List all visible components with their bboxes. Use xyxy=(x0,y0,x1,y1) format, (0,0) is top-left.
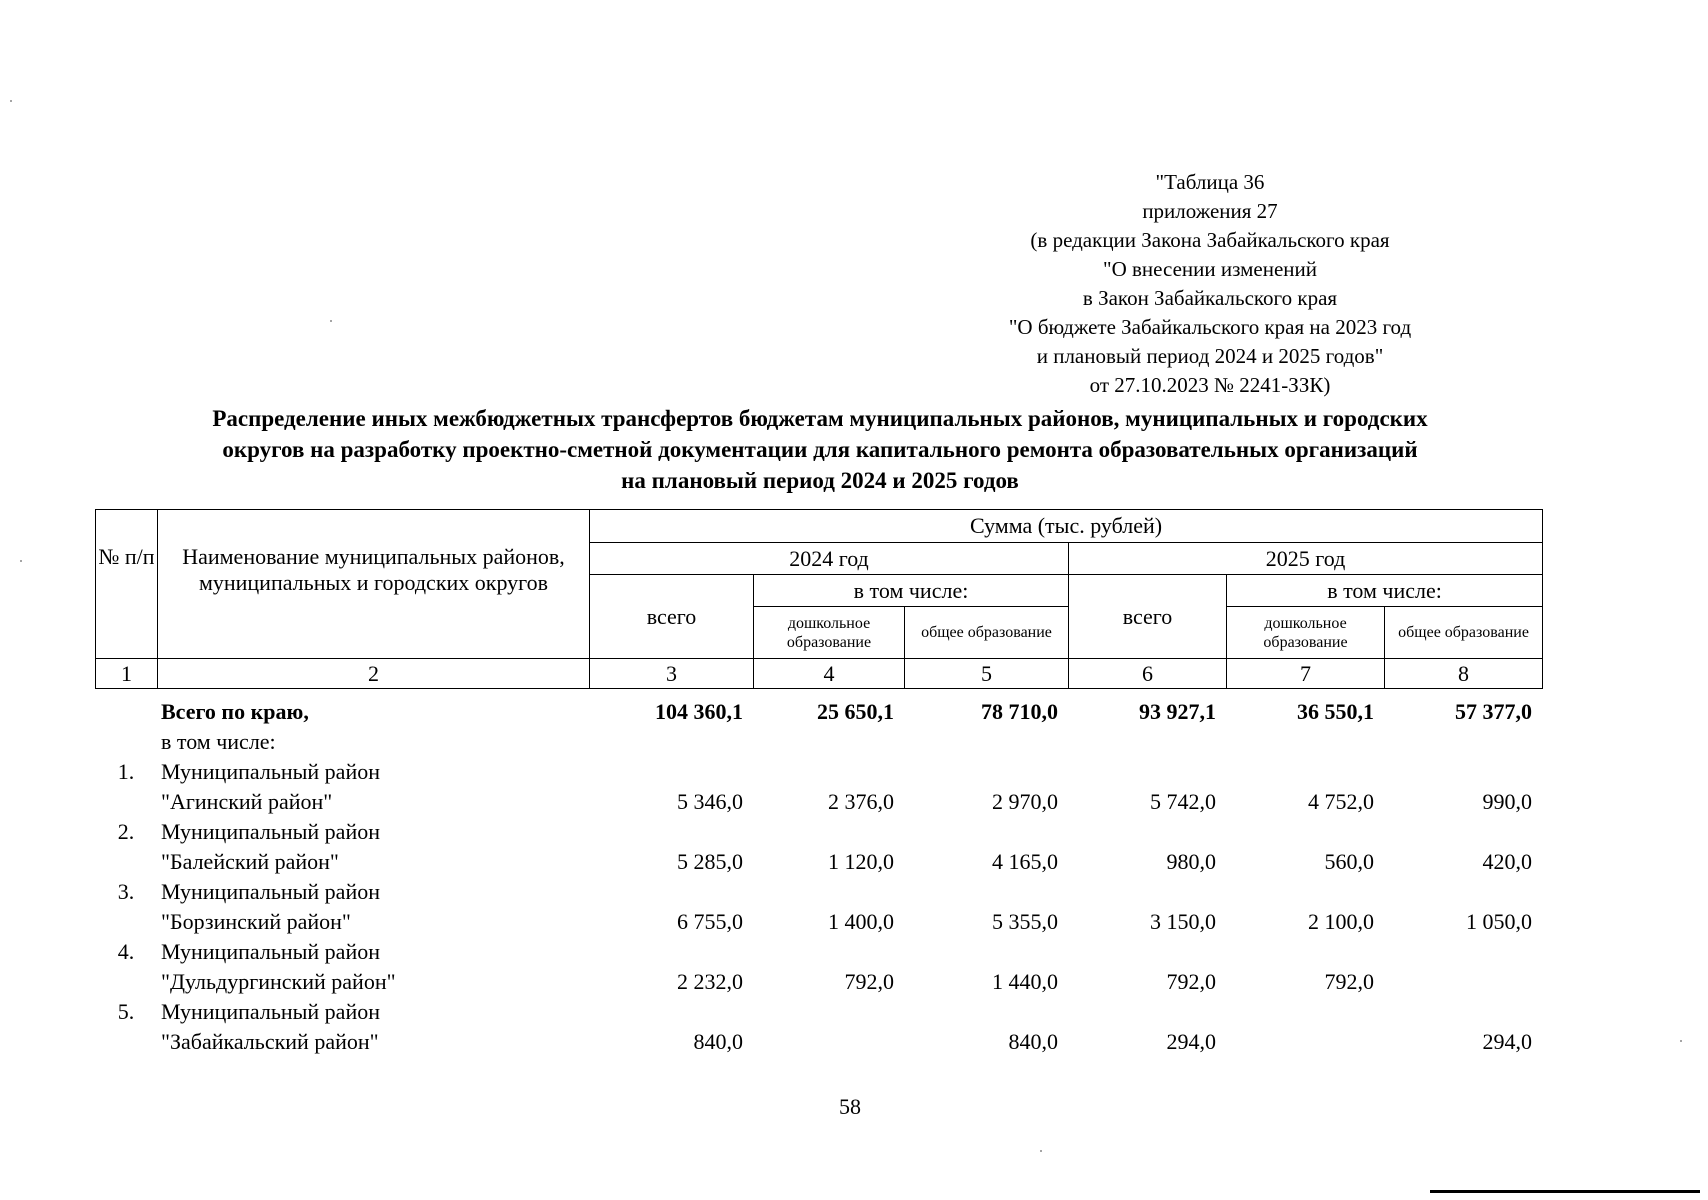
row-name-line2: "Борзинский район" xyxy=(161,909,351,934)
value-cell: 78 710,0 xyxy=(981,699,1058,724)
value-cell xyxy=(1226,1027,1384,1057)
table-row xyxy=(95,877,1542,907)
row-name-line2: "Агинский район" xyxy=(161,789,333,814)
table-row-total xyxy=(95,697,1542,727)
col-header-sum: Сумма (тыс. рублей) xyxy=(590,510,1543,543)
col-header-total-2025: всего xyxy=(1069,575,1227,659)
value-cell: 1 120,0 xyxy=(828,849,894,874)
value-cell: 93 927,1 xyxy=(1139,699,1216,724)
col-header-including-2024: в том числе: xyxy=(754,575,1069,607)
row-name-line1: Муниципальный район xyxy=(161,879,380,904)
value-cell: 4 752,0 xyxy=(1308,789,1374,814)
value-cell: 1 440,0 xyxy=(992,969,1058,994)
value-cell: 57 377,0 xyxy=(1455,699,1532,724)
stamp-line: от 27.10.2023 № 2241-ЗЗК) xyxy=(1089,373,1331,397)
col-number-cell: 5 xyxy=(905,659,1069,689)
value-cell: 104 360,1 xyxy=(655,699,743,724)
row-index: 5. xyxy=(117,999,135,1024)
value-cell: 5 742,0 xyxy=(1150,789,1216,814)
row-name-line1: Муниципальный район xyxy=(161,999,380,1024)
value-cell: 792,0 xyxy=(1324,969,1374,994)
scan-speck xyxy=(1040,1150,1042,1152)
value-cell: 5 346,0 xyxy=(677,789,743,814)
table-row xyxy=(95,1027,1542,1057)
table-row xyxy=(95,847,1542,877)
value-cell: 2 100,0 xyxy=(1308,909,1374,934)
scan-speck xyxy=(20,560,22,562)
value-cell: 5 285,0 xyxy=(677,849,743,874)
stamp-line: приложения 27 xyxy=(1142,199,1278,223)
col-number-cell: 8 xyxy=(1385,659,1543,689)
value-cell: 1 400,0 xyxy=(828,909,894,934)
title-line: округов на разработку проектно-сметной документации для капитального ремонта образовательных организаций xyxy=(222,437,1418,462)
col-header-general-2024: общее образование xyxy=(905,607,1069,659)
col-number-cell: 4 xyxy=(754,659,905,689)
value-cell: 2 970,0 xyxy=(992,789,1058,814)
page-number: 58 xyxy=(839,1094,861,1119)
value-cell xyxy=(1384,967,1542,997)
row-name-line1: Муниципальный район xyxy=(161,759,380,784)
value-cell: 2 376,0 xyxy=(828,789,894,814)
col-header-including-2025: в том числе: xyxy=(1227,575,1543,607)
table-row xyxy=(95,967,1542,997)
col-header-preschool-2025: дошкольное образование xyxy=(1227,607,1385,659)
row-name-line1: Муниципальный район xyxy=(161,939,380,964)
row-sublabel: в том числе: xyxy=(161,729,276,754)
value-cell: 990,0 xyxy=(1482,789,1532,814)
approval-stamp xyxy=(960,168,1460,400)
table-row xyxy=(95,787,1542,817)
row-index: 1. xyxy=(117,759,135,784)
table-header xyxy=(95,509,1543,689)
stamp-line: (в редакции Закона Забайкальского края xyxy=(1030,228,1390,252)
scan-edge-line xyxy=(1430,1190,1700,1193)
table-row xyxy=(95,757,1542,787)
scan-speck xyxy=(1680,1040,1682,1042)
value-cell: 36 550,1 xyxy=(1297,699,1374,724)
col-number-cell: 2 xyxy=(158,659,590,689)
col-header-year-2024: 2024 год xyxy=(590,543,1069,575)
value-cell: 294,0 xyxy=(1482,1029,1532,1054)
title-line: на плановый период 2024 и 2025 годов xyxy=(621,468,1019,493)
value-cell: 792,0 xyxy=(1166,969,1216,994)
col-header-name: Наименование муниципальных районов, муниципальных и городских округов xyxy=(158,510,590,659)
col-header-number: № п/п xyxy=(96,510,158,659)
col-header-general-2025: общее образование xyxy=(1385,607,1543,659)
table-row xyxy=(95,937,1542,967)
col-header-total-2024: всего xyxy=(590,575,754,659)
title-line: Распределение иных межбюджетных трансфертов бюджетам муниципальных районов, муниципальных и городских xyxy=(212,406,1428,431)
value-cell: 6 755,0 xyxy=(677,909,743,934)
value-cell: 420,0 xyxy=(1482,849,1532,874)
col-header-preschool-2024: дошкольное образование xyxy=(754,607,905,659)
row-index: 3. xyxy=(117,879,135,904)
scan-speck xyxy=(10,100,12,102)
table-row xyxy=(95,997,1542,1027)
value-cell: 560,0 xyxy=(1324,849,1374,874)
table-row xyxy=(95,817,1542,847)
stamp-line: "О бюджете Забайкальского края на 2023 год xyxy=(1008,315,1412,339)
col-number-cell: 1 xyxy=(96,659,158,689)
value-cell: 792,0 xyxy=(844,969,894,994)
value-cell: 3 150,0 xyxy=(1150,909,1216,934)
col-number-cell: 6 xyxy=(1069,659,1227,689)
value-cell: 294,0 xyxy=(1166,1029,1216,1054)
value-cell: 2 232,0 xyxy=(677,969,743,994)
scan-speck xyxy=(330,320,332,322)
col-number-cell: 7 xyxy=(1227,659,1385,689)
col-header-year-2025: 2025 год xyxy=(1069,543,1543,575)
table-body xyxy=(95,697,1542,1057)
col-number-cell: 3 xyxy=(590,659,754,689)
row-label: Всего по краю, xyxy=(161,699,309,724)
value-cell: 1 050,0 xyxy=(1466,909,1532,934)
stamp-line: и плановый период 2024 и 2025 годов" xyxy=(1036,344,1384,368)
value-cell: 840,0 xyxy=(693,1029,743,1054)
row-index: 2. xyxy=(117,819,135,844)
document-title xyxy=(80,403,1560,496)
row-name-line2: "Забайкальский район" xyxy=(161,1029,379,1054)
row-name-line2: "Балейский район" xyxy=(161,849,339,874)
value-cell: 5 355,0 xyxy=(992,909,1058,934)
value-cell xyxy=(753,1027,904,1057)
value-cell: 4 165,0 xyxy=(992,849,1058,874)
stamp-line: "О внесении изменений xyxy=(1103,257,1317,281)
row-index: 4. xyxy=(117,939,135,964)
value-cell: 980,0 xyxy=(1166,849,1216,874)
row-name-line2: "Дульдургинский район" xyxy=(161,969,396,994)
table-row xyxy=(95,907,1542,937)
table-row-including xyxy=(95,727,1542,757)
row-name-line1: Муниципальный район xyxy=(161,819,380,844)
value-cell: 25 650,1 xyxy=(817,699,894,724)
stamp-line: в Закон Забайкальского края xyxy=(1082,286,1338,310)
stamp-line: "Таблица 36 xyxy=(1155,170,1265,194)
value-cell: 840,0 xyxy=(1008,1029,1058,1054)
